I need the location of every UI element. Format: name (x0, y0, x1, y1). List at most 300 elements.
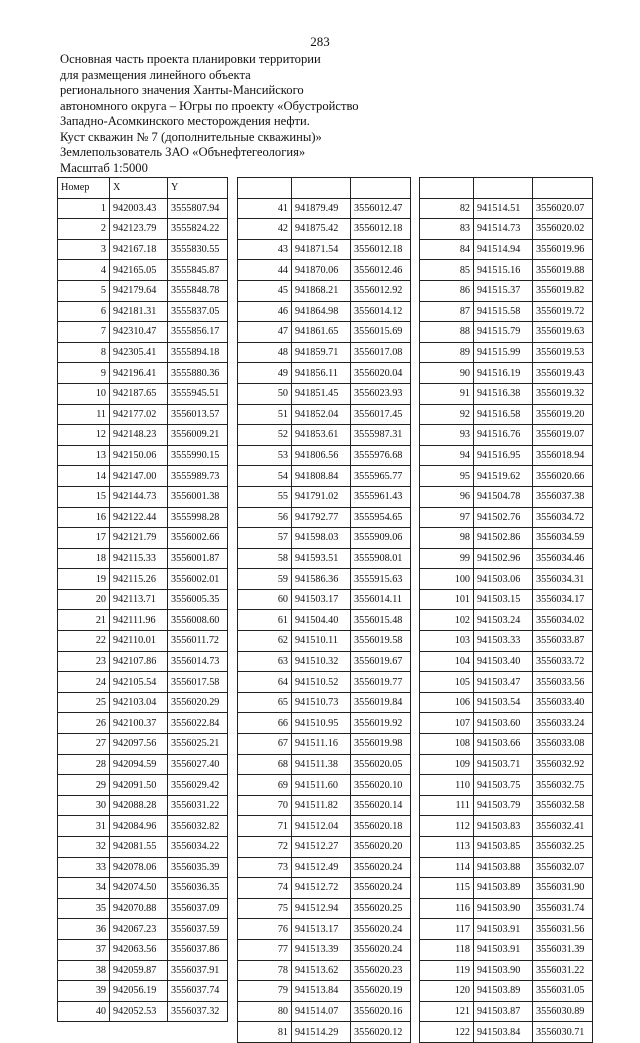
coordinate-x: 941503.89 (474, 878, 533, 899)
table-row (58, 878, 228, 899)
coordinate-x: 941513.39 (292, 939, 351, 960)
coordinate-x: 942113.71 (110, 589, 168, 610)
table-row (58, 239, 228, 260)
table-row (58, 857, 228, 878)
table-row (58, 548, 228, 569)
point-number: 51 (238, 404, 292, 425)
table-row (238, 260, 411, 281)
point-number: 39 (58, 981, 110, 1002)
point-number: 101 (420, 589, 474, 610)
point-number: 36 (58, 919, 110, 940)
coordinates-table-1 (57, 177, 228, 1022)
table-row (420, 981, 593, 1002)
table-row (58, 260, 228, 281)
coordinate-x: 941511.82 (292, 795, 351, 816)
table-row (58, 981, 228, 1002)
coordinate-y: 3556037.59 (168, 919, 228, 940)
point-number: 29 (58, 775, 110, 796)
point-number: 77 (238, 939, 292, 960)
table-row (238, 713, 411, 734)
table-row (238, 960, 411, 981)
point-number: 64 (238, 672, 292, 693)
coordinate-x: 941512.27 (292, 837, 351, 858)
coordinate-x: 942100.37 (110, 713, 168, 734)
coordinate-y: 3556019.63 (533, 322, 593, 343)
point-number: 103 (420, 631, 474, 652)
coordinate-y: 3556030.71 (533, 1022, 593, 1043)
coordinate-y: 3556014.73 (168, 651, 228, 672)
table-row (58, 589, 228, 610)
coordinate-y: 3556020.24 (351, 919, 411, 940)
table-header-row (58, 178, 228, 199)
point-number: 66 (238, 713, 292, 734)
coordinate-x: 942150.06 (110, 445, 168, 466)
coordinate-x: 941519.62 (474, 466, 533, 487)
coordinate-y: 3556019.58 (351, 631, 411, 652)
table-row (420, 795, 593, 816)
point-number: 15 (58, 486, 110, 507)
coordinate-y: 3556036.35 (168, 878, 228, 899)
coordinate-x: 941868.21 (292, 280, 351, 301)
coordinate-y: 3556032.58 (533, 795, 593, 816)
coordinate-x: 941852.04 (292, 404, 351, 425)
table-row (420, 713, 593, 734)
heading-line: автономного округа – Югры по проекту «Обустройство (60, 98, 359, 113)
coordinate-y: 3556019.72 (533, 301, 593, 322)
coordinate-x: 941503.60 (474, 713, 533, 734)
point-number: 83 (420, 219, 474, 240)
coordinate-x: 941510.32 (292, 651, 351, 672)
table-row (238, 878, 411, 899)
table-row (420, 383, 593, 404)
point-number: 49 (238, 363, 292, 384)
table-row (238, 775, 411, 796)
point-number: 84 (420, 239, 474, 260)
table-row (420, 651, 593, 672)
point-number: 38 (58, 960, 110, 981)
coordinate-x: 941870.06 (292, 260, 351, 281)
table-row (238, 1001, 411, 1022)
table-row (420, 507, 593, 528)
heading-line: регионального значения Ханты-Мансийского (60, 83, 304, 97)
coordinate-y: 3556020.25 (351, 898, 411, 919)
table-row (238, 795, 411, 816)
point-number: 17 (58, 528, 110, 549)
coordinate-x: 941512.94 (292, 898, 351, 919)
coordinate-y: 3556035.39 (168, 857, 228, 878)
point-number: 121 (420, 1001, 474, 1022)
point-number: 115 (420, 878, 474, 899)
coordinate-y: 3556034.22 (168, 837, 228, 858)
table-row (238, 507, 411, 528)
coordinate-x: 942310.47 (110, 322, 168, 343)
point-number: 79 (238, 981, 292, 1002)
table-row (238, 342, 411, 363)
coordinate-x: 942067.23 (110, 919, 168, 940)
coordinate-x: 942056.19 (110, 981, 168, 1002)
point-number: 5 (58, 280, 110, 301)
table-row (58, 322, 228, 343)
point-number: 65 (238, 692, 292, 713)
table-row (420, 548, 593, 569)
table-row (238, 898, 411, 919)
point-number: 47 (238, 322, 292, 343)
coordinate-y: 3555961.43 (351, 486, 411, 507)
point-number: 59 (238, 569, 292, 590)
table-row (420, 775, 593, 796)
table-row (420, 837, 593, 858)
coordinate-x: 941503.06 (474, 569, 533, 590)
table-row (420, 301, 593, 322)
coordinate-y: 3556017.45 (351, 404, 411, 425)
table-row (238, 692, 411, 713)
coordinate-x: 942177.02 (110, 404, 168, 425)
coordinate-x: 941586.36 (292, 569, 351, 590)
point-number: 3 (58, 239, 110, 260)
coordinate-y: 3556005.35 (168, 589, 228, 610)
coordinate-x: 941871.54 (292, 239, 351, 260)
coordinate-x: 941503.47 (474, 672, 533, 693)
point-number: 25 (58, 692, 110, 713)
coordinate-x: 942084.96 (110, 816, 168, 837)
heading-line: Масштаб 1:5000 (60, 160, 148, 175)
table-row (238, 528, 411, 549)
point-number: 60 (238, 589, 292, 610)
point-number: 116 (420, 898, 474, 919)
coordinate-y: 3556032.41 (533, 816, 593, 837)
coordinate-x: 941513.17 (292, 919, 351, 940)
coordinate-y: 3555908.01 (351, 548, 411, 569)
coordinate-x: 942070.88 (110, 898, 168, 919)
point-number: 92 (420, 404, 474, 425)
coordinate-x: 941503.71 (474, 754, 533, 775)
coordinate-x: 942103.04 (110, 692, 168, 713)
table-row (58, 919, 228, 940)
coordinate-x: 942122.44 (110, 507, 168, 528)
coordinate-y: 3556015.48 (351, 610, 411, 631)
coordinate-x: 942091.50 (110, 775, 168, 796)
point-number: 108 (420, 734, 474, 755)
coordinate-x: 941593.51 (292, 548, 351, 569)
point-number: 109 (420, 754, 474, 775)
coordinate-y: 3556019.96 (533, 239, 593, 260)
point-number: 56 (238, 507, 292, 528)
coordinate-x: 941516.58 (474, 404, 533, 425)
coordinate-x: 941503.40 (474, 651, 533, 672)
point-number: 45 (238, 280, 292, 301)
point-number: 61 (238, 610, 292, 631)
table-row (58, 342, 228, 363)
coordinate-x: 941514.51 (474, 198, 533, 219)
coordinate-y: 3556008.60 (168, 610, 228, 631)
point-number: 48 (238, 342, 292, 363)
coordinate-x: 941511.38 (292, 754, 351, 775)
heading-line: Западно-Асомкинского месторождения нефти. (60, 114, 310, 128)
point-number: 13 (58, 445, 110, 466)
point-number: 97 (420, 507, 474, 528)
coordinate-x: 941504.40 (292, 610, 351, 631)
coordinate-x: 942148.23 (110, 425, 168, 446)
coordinate-x: 941792.77 (292, 507, 351, 528)
table-row (238, 939, 411, 960)
coordinate-x: 941503.84 (474, 1022, 533, 1043)
coordinate-y: 3556034.46 (533, 548, 593, 569)
point-number: 43 (238, 239, 292, 260)
point-number: 12 (58, 425, 110, 446)
coordinate-y: 3556015.69 (351, 322, 411, 343)
coordinate-y: 3556012.47 (351, 198, 411, 219)
table-row (58, 569, 228, 590)
point-number: 40 (58, 1001, 110, 1022)
table-row (58, 754, 228, 775)
table-row (238, 734, 411, 755)
table-row (238, 981, 411, 1002)
table-row (238, 322, 411, 343)
point-number: 100 (420, 569, 474, 590)
coordinate-x: 942187.65 (110, 383, 168, 404)
coordinate-y: 3556025.21 (168, 734, 228, 755)
table-row (58, 445, 228, 466)
point-number: 82 (420, 198, 474, 219)
coordinate-y: 3556034.02 (533, 610, 593, 631)
coordinate-y: 3556013.57 (168, 404, 228, 425)
table-row (420, 219, 593, 240)
point-number: 68 (238, 754, 292, 775)
coordinate-y: 3555856.17 (168, 322, 228, 343)
point-number: 33 (58, 857, 110, 878)
table-row (238, 466, 411, 487)
coordinate-y: 3556020.12 (351, 1022, 411, 1043)
coordinate-y: 3556017.08 (351, 342, 411, 363)
point-number: 28 (58, 754, 110, 775)
coordinate-x: 942059.87 (110, 960, 168, 981)
blank-header-cell (238, 178, 292, 199)
point-number: 24 (58, 672, 110, 693)
coordinate-x: 941503.54 (474, 692, 533, 713)
coordinate-y: 3556020.14 (351, 795, 411, 816)
coordinate-y: 3556031.74 (533, 898, 593, 919)
table-row (58, 404, 228, 425)
coordinate-x: 941516.95 (474, 445, 533, 466)
coordinate-x: 941510.52 (292, 672, 351, 693)
coordinate-y: 3555976.68 (351, 445, 411, 466)
coordinate-x: 942081.55 (110, 837, 168, 858)
coordinate-x: 941516.76 (474, 425, 533, 446)
point-number: 71 (238, 816, 292, 837)
point-number: 78 (238, 960, 292, 981)
table-row (420, 260, 593, 281)
coordinate-y: 3556020.24 (351, 878, 411, 899)
point-number: 89 (420, 342, 474, 363)
table-row (420, 898, 593, 919)
coordinate-y: 3556020.66 (533, 466, 593, 487)
table-row (58, 713, 228, 734)
point-number: 41 (238, 198, 292, 219)
point-number: 117 (420, 919, 474, 940)
point-number: 87 (420, 301, 474, 322)
coordinate-y: 3556012.18 (351, 239, 411, 260)
coordinate-y: 3556011.72 (168, 631, 228, 652)
point-number: 120 (420, 981, 474, 1002)
table-row (238, 239, 411, 260)
coordinate-y: 3555987.31 (351, 425, 411, 446)
page-number: 283 (310, 34, 330, 49)
table-row (238, 589, 411, 610)
point-number: 95 (420, 466, 474, 487)
coordinate-y: 3556037.74 (168, 981, 228, 1002)
coordinate-y: 3556012.46 (351, 260, 411, 281)
point-number: 114 (420, 857, 474, 878)
coordinate-y: 3556037.38 (533, 486, 593, 507)
coordinate-x: 942052.53 (110, 1001, 168, 1022)
coordinate-x: 941861.65 (292, 322, 351, 343)
table-row (58, 775, 228, 796)
coordinate-y: 3556009.21 (168, 425, 228, 446)
point-number: 69 (238, 775, 292, 796)
coordinate-x: 941806.56 (292, 445, 351, 466)
table-row (58, 486, 228, 507)
coordinate-x: 941510.95 (292, 713, 351, 734)
table-row (58, 672, 228, 693)
table-row (238, 280, 411, 301)
coordinate-x: 941879.49 (292, 198, 351, 219)
point-number: 9 (58, 363, 110, 384)
point-number: 14 (58, 466, 110, 487)
coordinate-y: 3556020.18 (351, 816, 411, 837)
coordinate-y: 3555845.87 (168, 260, 228, 281)
table-row (420, 239, 593, 260)
coordinate-x: 941512.49 (292, 857, 351, 878)
coordinate-y: 3556014.11 (351, 589, 411, 610)
table-row (238, 198, 411, 219)
coordinate-x: 941512.72 (292, 878, 351, 899)
coordinate-y: 3556019.84 (351, 692, 411, 713)
table-row (238, 837, 411, 858)
point-number: 58 (238, 548, 292, 569)
coordinate-x: 941791.02 (292, 486, 351, 507)
coordinate-y: 3556002.66 (168, 528, 228, 549)
coordinate-x: 941503.83 (474, 816, 533, 837)
table-row (420, 528, 593, 549)
coordinate-x: 942097.56 (110, 734, 168, 755)
point-number: 70 (238, 795, 292, 816)
blank-header-cell (292, 178, 351, 199)
point-number: 96 (420, 486, 474, 507)
coordinate-x: 941516.19 (474, 363, 533, 384)
coordinate-x: 941503.33 (474, 631, 533, 652)
table-row (420, 631, 593, 652)
coordinate-y: 3555894.18 (168, 342, 228, 363)
coordinate-x: 941510.73 (292, 692, 351, 713)
point-number: 50 (238, 383, 292, 404)
coordinate-y: 3556002.01 (168, 569, 228, 590)
point-number: 8 (58, 342, 110, 363)
coordinate-x: 942105.54 (110, 672, 168, 693)
table-row (58, 610, 228, 631)
coordinate-y: 3556012.92 (351, 280, 411, 301)
coordinate-y: 3556019.53 (533, 342, 593, 363)
coordinate-y: 3556012.18 (351, 219, 411, 240)
coordinate-x: 942003.43 (110, 198, 168, 219)
point-number: 74 (238, 878, 292, 899)
table-row (238, 363, 411, 384)
coordinate-y: 3556001.38 (168, 486, 228, 507)
coordinate-y: 3556020.05 (351, 754, 411, 775)
table-row (238, 919, 411, 940)
table-row (58, 837, 228, 858)
table-header-row-blank (420, 178, 593, 199)
coordinate-x: 941503.87 (474, 1001, 533, 1022)
column-header-y: Y (168, 178, 228, 199)
coordinate-y: 3555830.55 (168, 239, 228, 260)
point-number: 81 (238, 1022, 292, 1043)
blank-header-cell (474, 178, 533, 199)
coordinate-y: 3556034.31 (533, 569, 593, 590)
table-row (420, 486, 593, 507)
coordinate-x: 941514.07 (292, 1001, 351, 1022)
table-row (420, 198, 593, 219)
point-number: 104 (420, 651, 474, 672)
coordinate-y: 3556023.93 (351, 383, 411, 404)
table-row (420, 878, 593, 899)
table-row (420, 939, 593, 960)
coordinate-y: 3556020.19 (351, 981, 411, 1002)
coordinate-x: 941513.84 (292, 981, 351, 1002)
coordinate-x: 942165.05 (110, 260, 168, 281)
point-number: 90 (420, 363, 474, 384)
table-row (420, 445, 593, 466)
point-number: 75 (238, 898, 292, 919)
table-row (420, 754, 593, 775)
point-number: 2 (58, 219, 110, 240)
column-header-x: X (110, 178, 168, 199)
point-number: 22 (58, 631, 110, 652)
point-number: 35 (58, 898, 110, 919)
table-row (420, 919, 593, 940)
table-row (238, 445, 411, 466)
coordinate-y: 3556020.23 (351, 960, 411, 981)
table-row (238, 754, 411, 775)
coordinate-y: 3556033.40 (533, 692, 593, 713)
table-row (58, 816, 228, 837)
coordinate-y: 3555965.77 (351, 466, 411, 487)
coordinate-y: 3556031.22 (168, 795, 228, 816)
coordinate-y: 3556037.32 (168, 1001, 228, 1022)
table-row (58, 1001, 228, 1022)
coordinate-x: 942115.26 (110, 569, 168, 590)
point-number: 53 (238, 445, 292, 466)
coordinate-y: 3556027.40 (168, 754, 228, 775)
point-number: 88 (420, 322, 474, 343)
point-number: 73 (238, 857, 292, 878)
coordinate-x: 942179.64 (110, 280, 168, 301)
table-row (58, 466, 228, 487)
coordinate-y: 3556032.25 (533, 837, 593, 858)
coordinate-x: 941503.91 (474, 939, 533, 960)
coordinate-y: 3556031.05 (533, 981, 593, 1002)
point-number: 4 (58, 260, 110, 281)
coordinate-x: 942181.31 (110, 301, 168, 322)
coordinate-y: 3556034.17 (533, 589, 593, 610)
coordinate-y: 3555880.36 (168, 363, 228, 384)
coordinate-x: 941515.16 (474, 260, 533, 281)
table-row (238, 857, 411, 878)
point-number: 98 (420, 528, 474, 549)
coordinate-y: 3556032.07 (533, 857, 593, 878)
coordinate-x: 941503.79 (474, 795, 533, 816)
coordinate-x: 942144.73 (110, 486, 168, 507)
table-row (238, 301, 411, 322)
